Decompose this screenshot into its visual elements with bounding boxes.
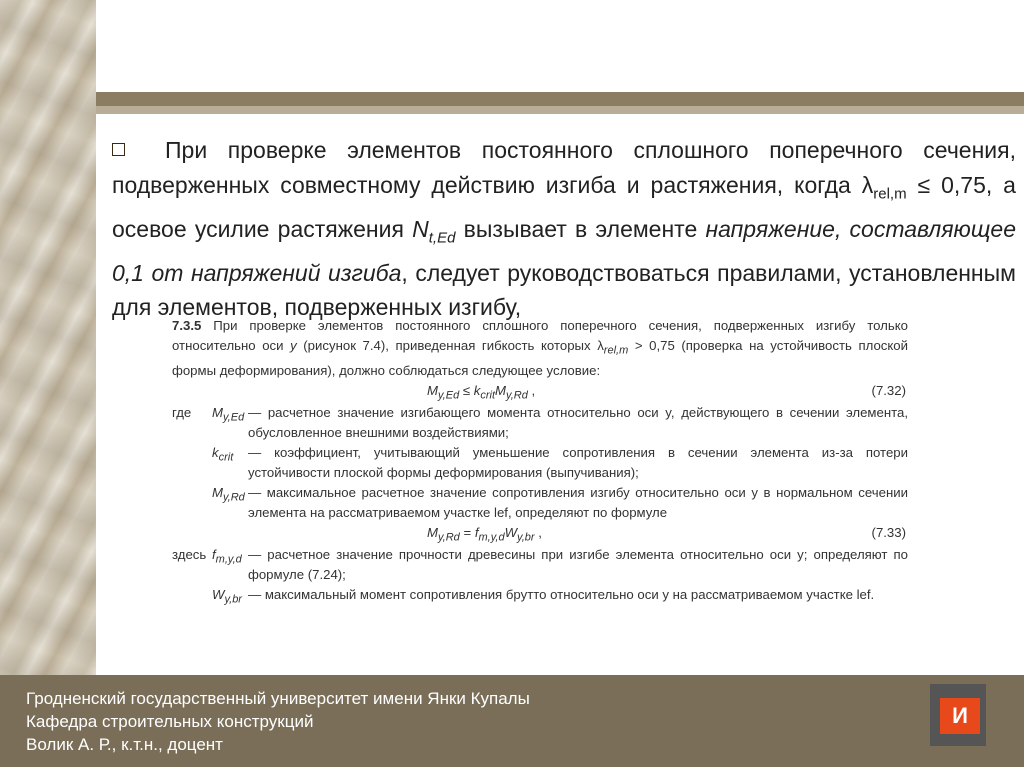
def-text: — максимальное расчетное значение сопротивления изгибу относительно оси y в нормальном сечении элемента на рассматриваемом участке lef, определяют по формуле [248,484,908,520]
author-name: Волик А. Р., к.т.н., доцент [26,735,223,754]
header-stripe-light [96,106,1024,114]
clause-lambda-sub: rel,m [603,344,629,357]
standard-excerpt [172,316,908,609]
bullet-square-icon [112,143,125,156]
lambda-symbol: λ [861,171,874,198]
clause-number: 7.3.5 [172,318,202,333]
def-text: — коэффициент, учитывающий уменьшение сопротивления в сечении элемента из-за потери устойчивости плоской формы деформирования (выпучивания); [248,444,908,480]
def-symbol: $M_{y,Ed}$ [212,404,245,424]
clause-text-1: При проверке элементов постоянного сплошного поперечного сечения, подверженных изгибу только относительно оси [172,318,908,353]
eq2-number: (7.33) [871,524,906,540]
clause-text-2: (рисунок 7.4), приведенная гибкость которых [296,338,598,353]
department-name: Кафедра строительных конструкций [26,712,314,731]
definition-row [172,483,908,523]
footer-bar [0,675,1024,767]
para-text-1: При проверке элементов постоянного сплошного поперечного сечения, подверженных совместному действию изгиба и растяжения, когда [112,137,1016,198]
university-name: Гродненский государственный университет имени Янки Купалы [26,689,530,708]
def-symbol: $k_{crit}$ [212,444,234,464]
eq1-formula: $M_{y,Ed} \le k_{crit}M_{y,Rd}$ , [427,382,536,402]
definition-row [172,545,908,585]
eq1-number: (7.32) [871,382,906,398]
decorative-side-image [0,0,96,675]
equation-7-32 [172,381,908,403]
para-text-2: вызывает в элементе [455,215,706,242]
clause-paragraph: 7.3.5 При проверке элементов постоянного сплошного поперечного сечения, подверженных изгибу только относительно оси y (рисунок 7.4), приведенная гибкость которых $\lambda_{rel,m} > 0,75$ (проверка на устойчивость плоской формы деформирования), должно соблюдаться следующее условие: [172,318,908,378]
definition-row [172,443,908,483]
equation-7-33 [172,523,908,545]
def-text: — максимальный момент сопротивления брутто относительно оси y на рассматриваемом участке lef. [248,586,875,602]
para-italic: напряжение, составляющее 0,1 от напряжений изгиба [112,215,1016,286]
clause-axis: y [290,338,297,353]
header-stripe [96,92,1024,106]
definition-row [172,585,908,610]
where-label: где [172,404,192,420]
main-paragraph [112,133,1016,325]
definition-row [172,403,908,443]
clause-text-3: > 0,75 (проверка на устойчивость плоской формы деформирования), должно соблюдаться следующее условие: [172,338,908,378]
lambda-subscript: rel,m [873,185,907,203]
para-text-3: , следует руководствоваться правилами, установленным для элементов, подверженных изгибу, [112,259,1016,321]
n-symbol: N [412,215,429,242]
def-symbol: $f_{m,y,d}$ [212,546,242,566]
eq2-formula: $M_{y,Rd} = f_{m,y,d}W_{y,br}$ , [427,524,542,544]
university-logo-icon: И [940,698,980,734]
n-subscript: t,Ed [428,229,456,247]
here-label: здесь [172,546,207,562]
def-symbol: $M_{y,Rd}$ [212,484,245,504]
def-symbol: $W_{y,br}$ [212,586,242,606]
def-text: — расчетное значение изгибающего момента относительно оси y, действующего в сечении элемента, обусловленное внешними воздействиями; [248,404,908,440]
def-text: — расчетное значение прочности древесины при изгибе элемента относительно оси y; определяют по формуле (7.24); [248,546,908,582]
para-condition: ≤ 0,75, а осевое усилие растяжения [112,171,1016,242]
